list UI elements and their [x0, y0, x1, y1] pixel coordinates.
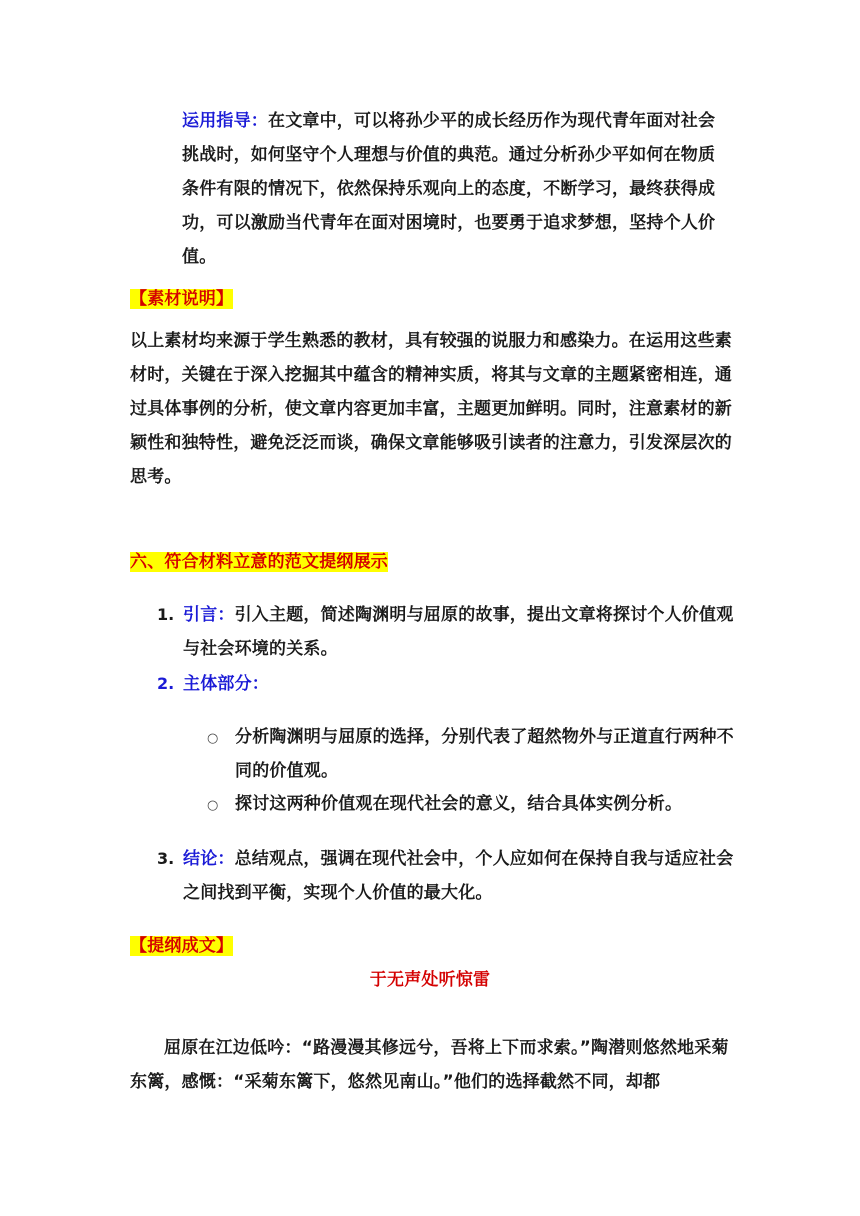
section-six-heading — [130, 545, 388, 579]
circle-bullet-icon: ○ — [207, 798, 219, 813]
list-item-main-body — [183, 667, 269, 701]
usage-guide-label: 运用指导： — [182, 111, 268, 131]
section-six-heading-text: 六、符合材料立意的范文提纲展示 — [130, 552, 388, 572]
material-note-paragraph: 以上素材均来源于学生熟悉的教材，具有较强的说服力和感染力。在运用这些素材时，关键在于深入挖掘其中蕴含的精神实质，将其与文章的主题紧密相连，通过具体事例的分析，使文章内容更加丰富，主题更加鲜明。同时，注意素材的新颖性和独特性，避免泛泛而谈，确保文章能够吸引读者的注意力，引发深层次的思考。 — [130, 331, 732, 487]
list-item-number: 1. — [157, 605, 175, 624]
usage-guide-paragraph — [182, 104, 727, 274]
list-item-number: 3. — [157, 849, 175, 868]
circle-bullet-icon: ○ — [207, 731, 219, 746]
sub-list-item: 分析陶渊明与屈原的选择，分别代表了超然物外与正道直行两种不同的价值观。 — [235, 727, 734, 781]
outline-essay-heading — [130, 929, 233, 963]
list-item-label: 结论： — [183, 849, 235, 869]
sub-list-item: 探讨这两种价值观在现代社会的意义，结合具体实例分析。 — [235, 794, 683, 814]
essay-title: 于无声处听惊雷 — [369, 970, 491, 990]
list-item-text: 总结观点，强调在现代社会中，个人应如何在保持自我与适应社会之间找到平衡，实现个人价值的最大化。 — [183, 849, 734, 903]
list-item-text: 引入主题，简述陶渊明与屈原的故事，提出文章将探讨个人价值观与社会环境的关系。 — [183, 605, 734, 659]
list-item-conclusion — [183, 842, 735, 910]
material-note-heading — [130, 282, 233, 316]
list-item-introduction — [183, 598, 735, 666]
essay-body-paragraph: 屈原在江边低吟：“路漫漫其修远兮，吾将上下而求索。”陶潜则悠然地采菊东篱，感慨：“采菊东篱下，悠然见南山。”他们的选择截然不同，却都 — [130, 1038, 729, 1092]
usage-guide-text: 在文章中，可以将孙少平的成长经历作为现代青年面对社会挑战时，如何坚守个人理想与价值的典范。通过分析孙少平如何在物质条件有限的情况下，依然保持乐观向上的态度，不断学习，最终获得成功，可以激励当代青年在面对困境时，也要勇于追求梦想，坚持个人价值。 — [182, 111, 716, 267]
list-item-label: 引言： — [183, 605, 235, 625]
outline-essay-heading-text: 【提纲成文】 — [130, 936, 234, 956]
list-item-label: 主体部分： — [183, 674, 269, 694]
material-note-heading-text: 【素材说明】 — [130, 289, 234, 309]
list-item-number: 2. — [157, 674, 175, 693]
